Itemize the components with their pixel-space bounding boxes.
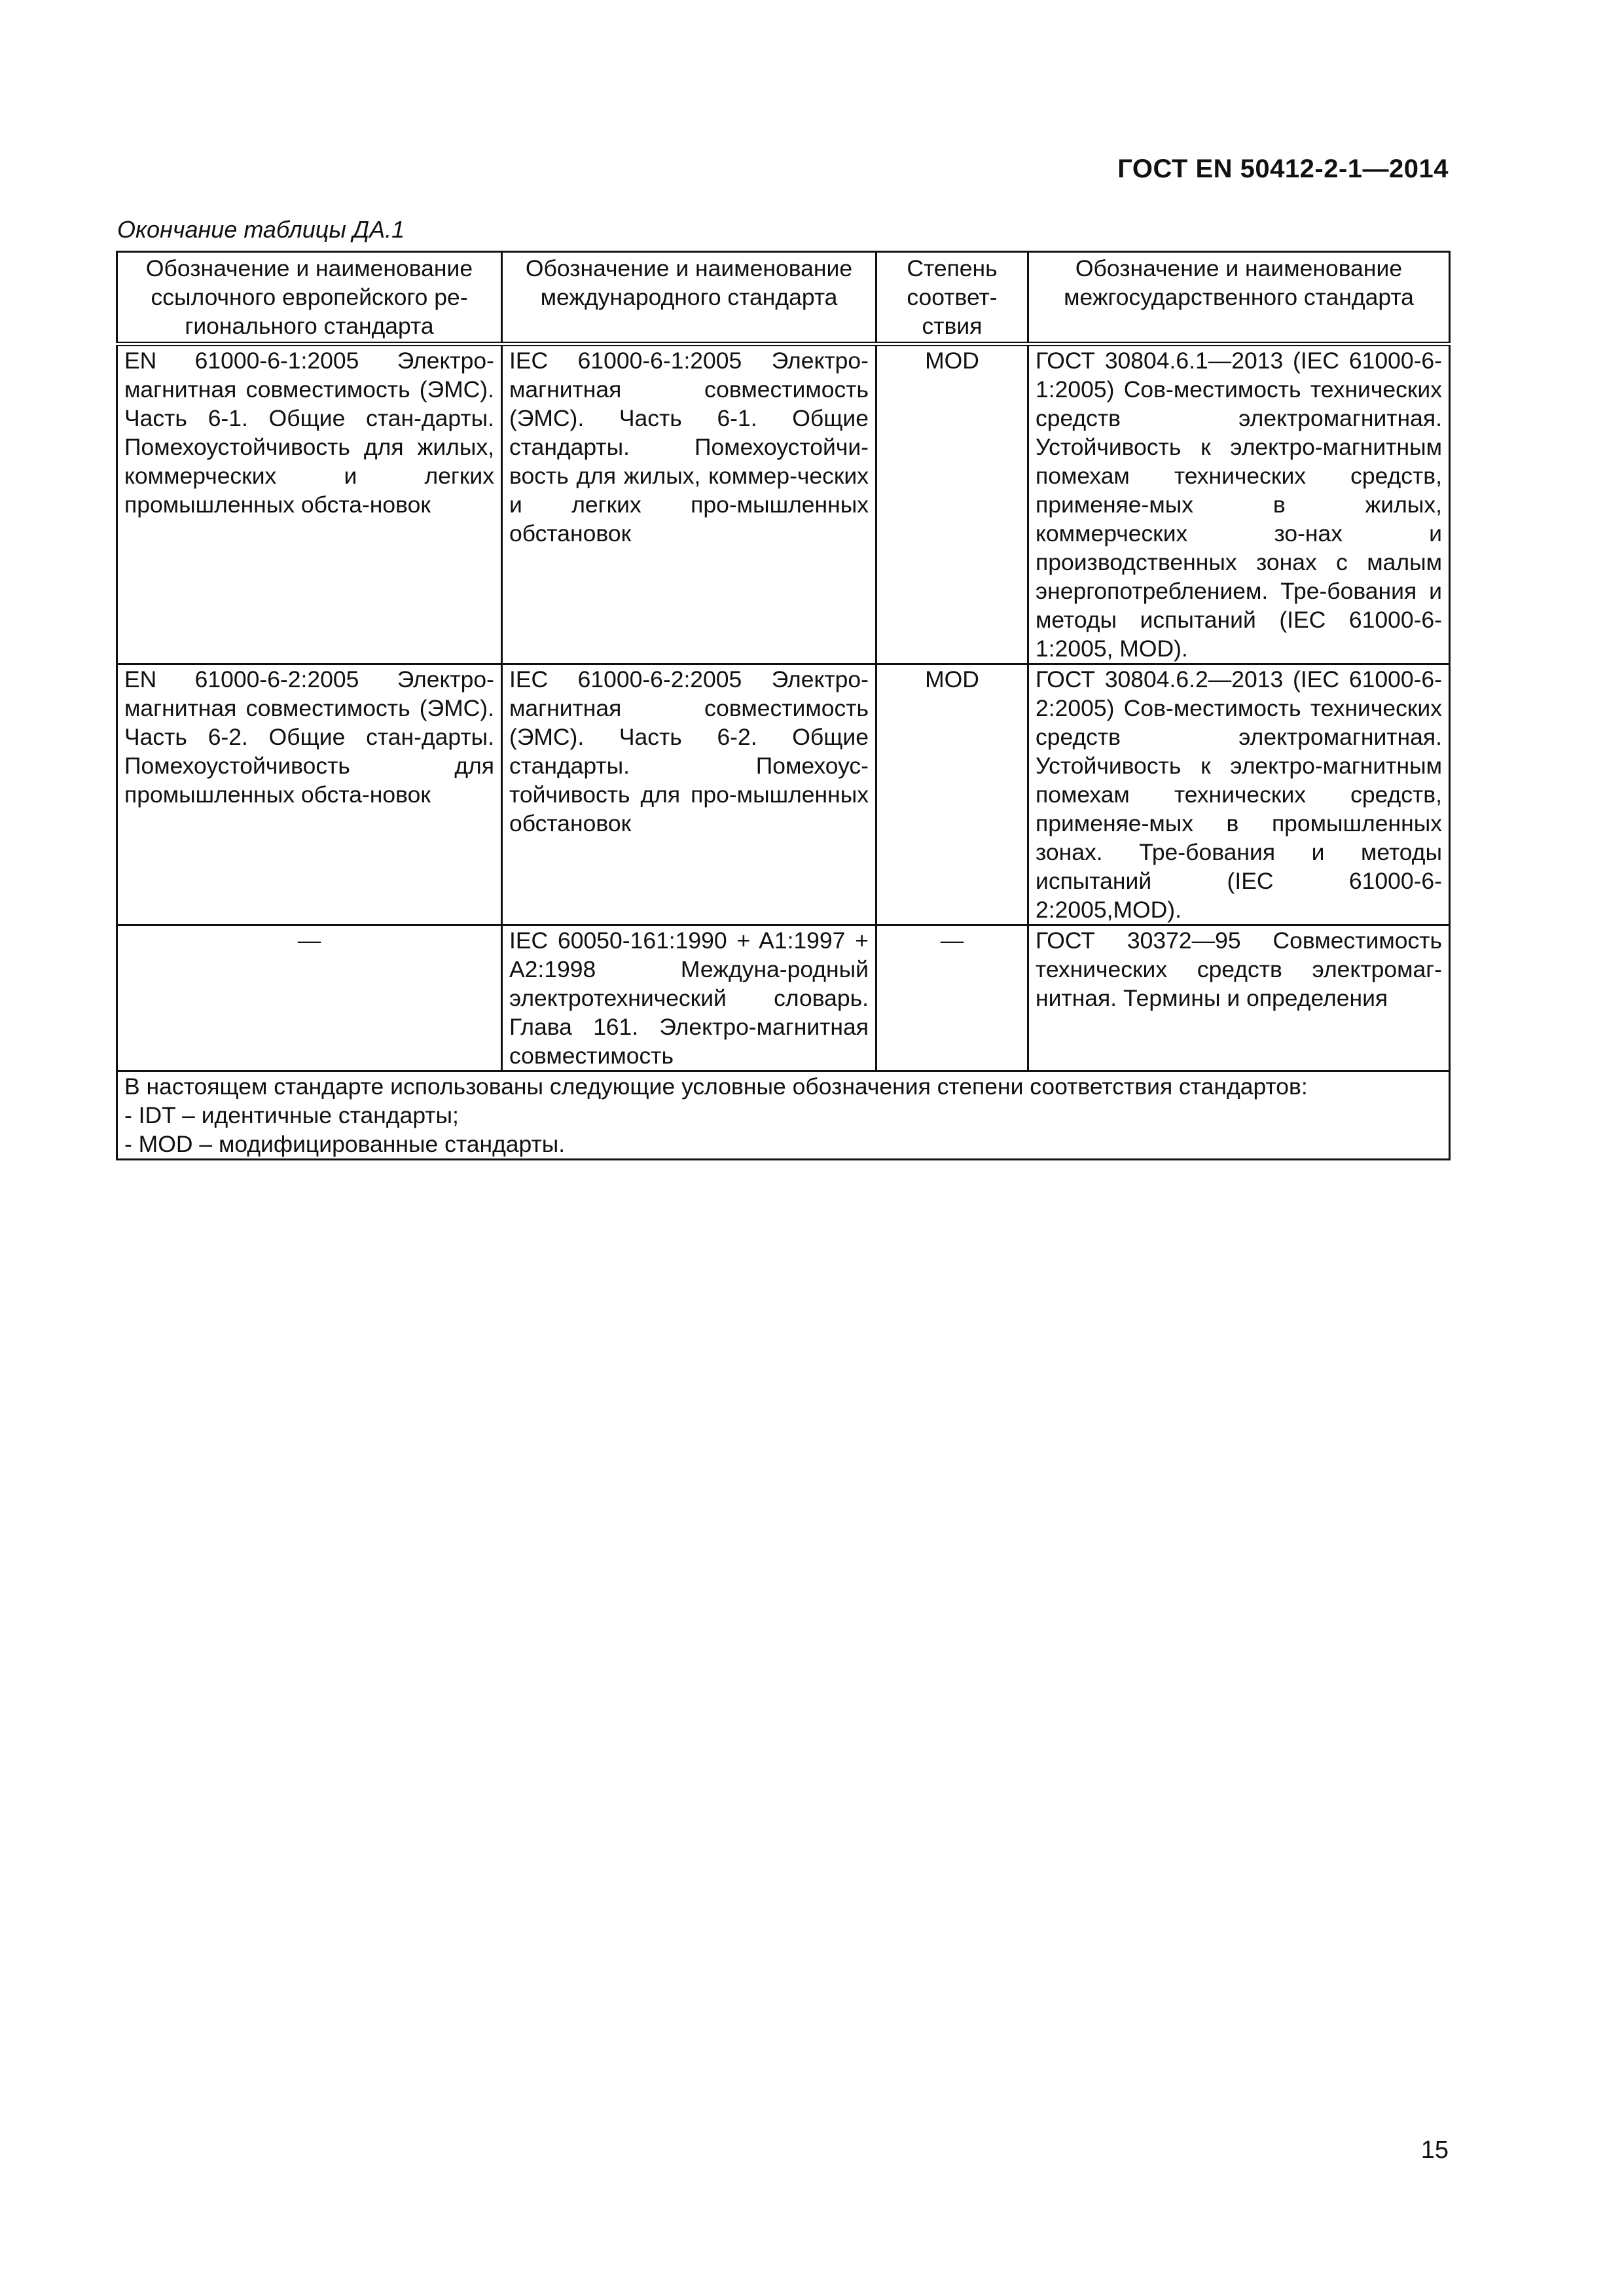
note-idt: - IDT – идентичные стандарты; — [124, 1102, 459, 1128]
page-number: 15 — [1420, 2136, 1449, 2164]
cell-european-standard: — — [117, 925, 502, 1071]
correspondence-table — [116, 251, 1451, 1160]
cell-interstate-standard: ГОСТ 30804.6.1—2013 (IEC 61000-6-1:2005) Сов-местимость технических средств электромагнитная. Устойчивость к электро-магнитным помехам технических средств, применяе-мых в жилых, коммерческих зо-нах и производственных зонах с малым энергопотреблением. Тре-бования и методы испытаний (IEC 61000-6-1:2005, MOD). — [1028, 344, 1450, 664]
table-note — [117, 1071, 1450, 1160]
cell-degree: — — [876, 925, 1028, 1071]
table-row — [117, 344, 1450, 664]
table-row — [117, 664, 1450, 925]
document-code-header: ГОСТ EN 50412-2-1—2014 — [1117, 154, 1449, 183]
cell-european-standard: EN 61000-6-2:2005 Электро-магнитная совместимость (ЭМС). Часть 6-2. Общие стан-дарты. Помехоустойчивость для промышленных обста-новок — [117, 664, 502, 925]
cell-international-standard: IEC 61000-6-1:2005 Электро-магнитная совместимость (ЭМС). Часть 6-1. Общие стандарты. Помехоустойчи-вость для жилых, коммер-ческих и легких про-мышленных обстановок — [502, 344, 876, 664]
column-header-degree: Степень соответ-ствия — [876, 252, 1028, 344]
column-header-european: Обозначение и наименование ссылочного европейского ре-гионального стандарта — [117, 252, 502, 344]
column-header-interstate: Обозначение и наименование межгосударственного стандарта — [1028, 252, 1450, 344]
note-intro: В настоящем стандарте использованы следующие условные обозначения степени соответствия стандартов: — [124, 1073, 1308, 1100]
cell-international-standard: IEC 60050-161:1990 + A1:1997 + A2:1998 Междуна-родный электротехнический словарь. Глава 161. Электро-магнитная совместимость — [502, 925, 876, 1071]
cell-interstate-standard: ГОСТ 30804.6.2—2013 (IEC 61000-6-2:2005) Сов-местимость технических средств электромагнитная. Устойчивость к электро-магнитным помехам технических средств, применяе-мых в промышленных зонах. Тре-бования и методы испытаний (IEC 61000-6-2:2005,MOD). — [1028, 664, 1450, 925]
column-header-international: Обозначение и наименование международного стандарта — [502, 252, 876, 344]
cell-european-standard: EN 61000-6-1:2005 Электро-магнитная совместимость (ЭМС). Часть 6-1. Общие стан-дарты. Помехоустойчивость для жилых, коммерческих и легких промышленных обста-новок — [117, 344, 502, 664]
note-mod: - MOD – модифицированные стандарты. — [124, 1131, 566, 1157]
table-row — [117, 925, 1450, 1071]
cell-degree: MOD — [876, 344, 1028, 664]
table-note-row — [117, 1071, 1450, 1160]
cell-interstate-standard: ГОСТ 30372—95 Совместимость технических средств электромаг-нитная. Термины и определения — [1028, 925, 1450, 1071]
cell-international-standard: IEC 61000-6-2:2005 Электро-магнитная совместимость (ЭМС). Часть 6-2. Общие стандарты. Помехоус-тойчивость для про-мышленных обстановок — [502, 664, 876, 925]
table-header-row — [117, 252, 1450, 344]
cell-degree: MOD — [876, 664, 1028, 925]
table-caption: Окончание таблицы ДА.1 — [117, 216, 405, 243]
